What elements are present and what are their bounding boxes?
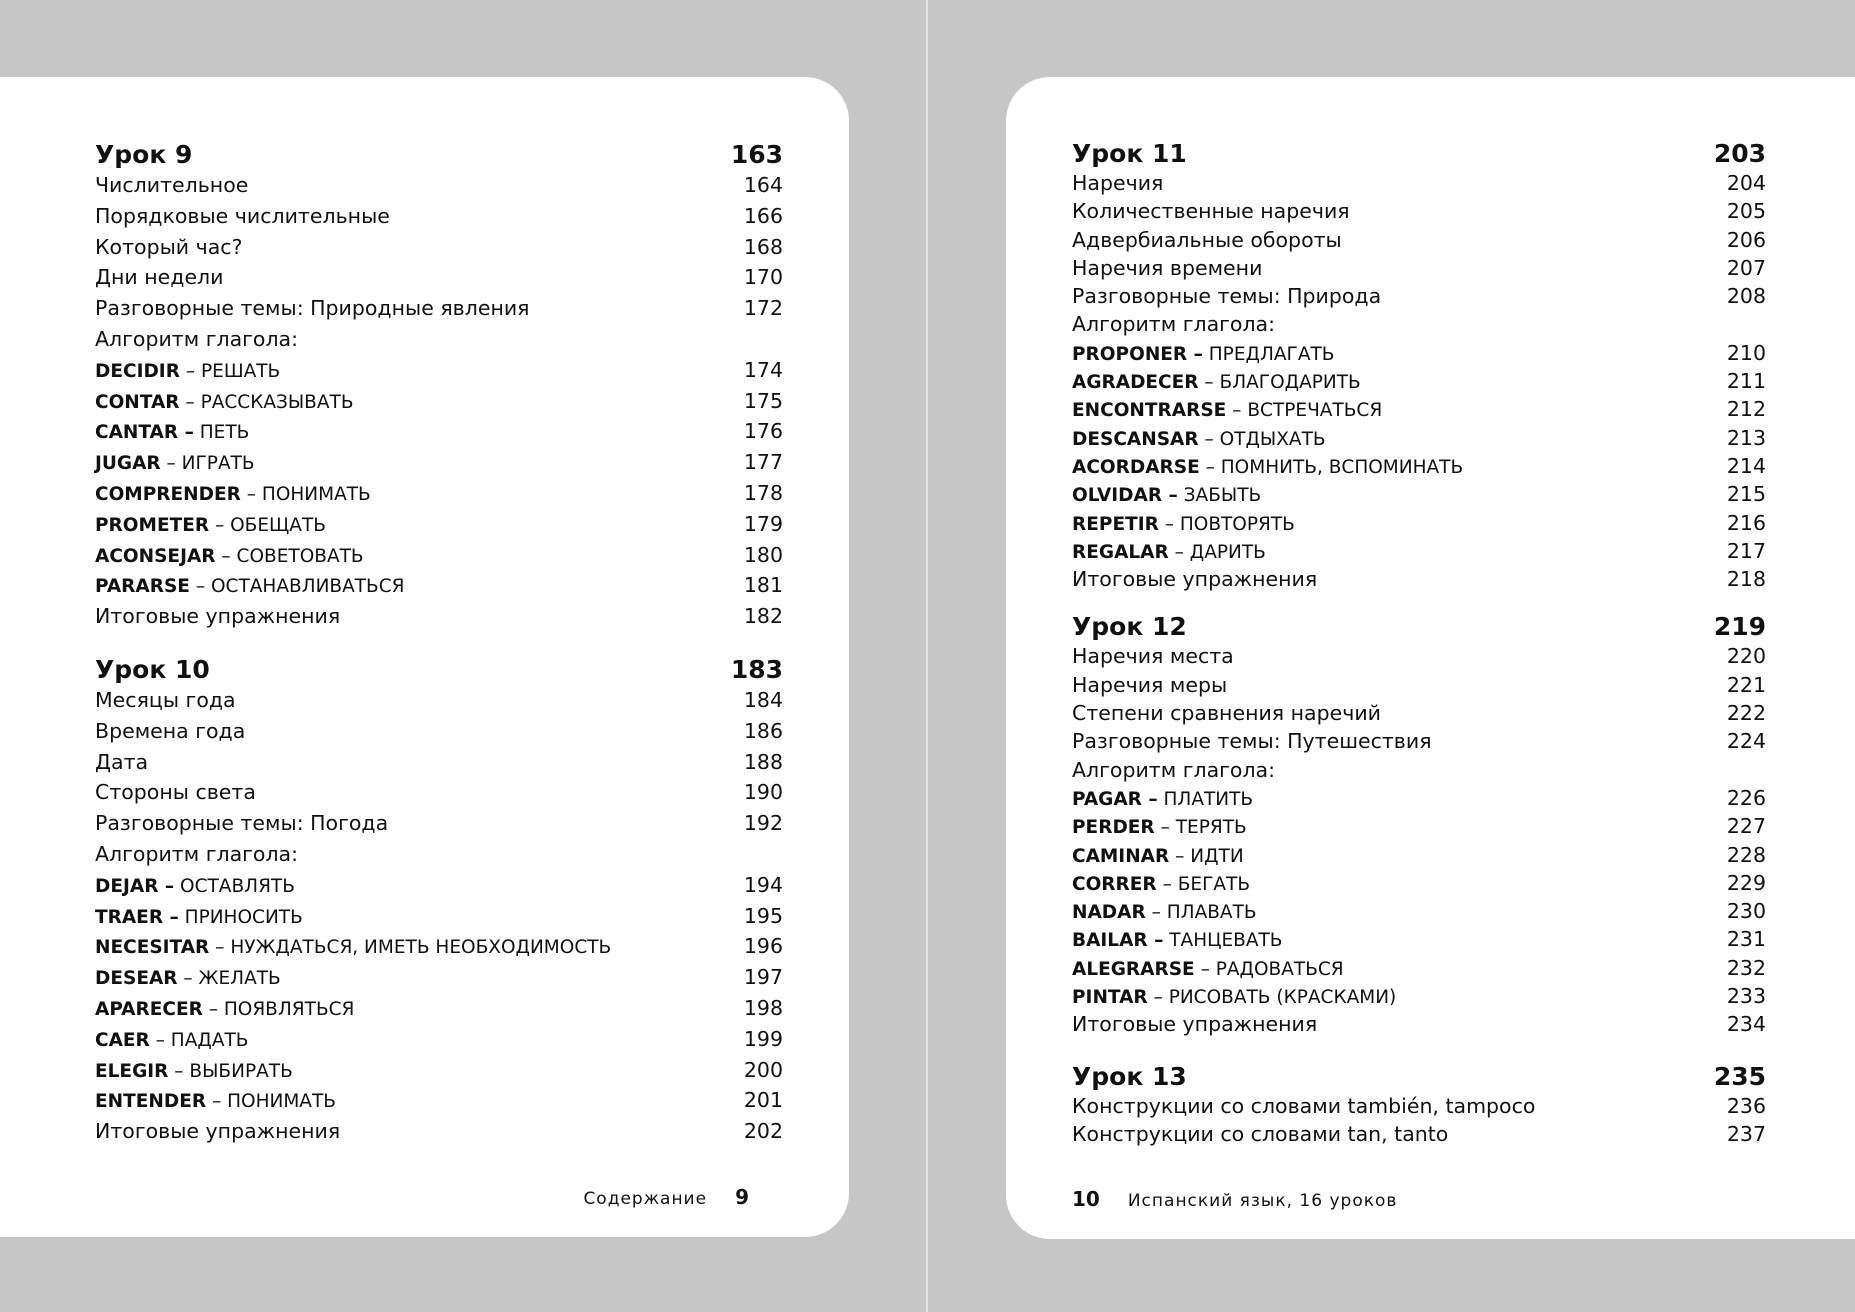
toc-item[interactable] [95, 201, 783, 232]
dash: – [1147, 987, 1169, 1009]
toc-item[interactable] [95, 716, 783, 747]
verb-translation: ОСТАВЛЯТЬ [180, 875, 295, 897]
verb-item[interactable] [95, 931, 783, 962]
page-number: 199 [743, 1026, 783, 1051]
toc-item[interactable] [95, 293, 783, 324]
toc-item[interactable] [95, 262, 783, 293]
verb-spanish: NECESITAR [95, 937, 210, 959]
toc-item[interactable] [95, 170, 783, 201]
verb-item[interactable] [1072, 982, 1766, 1010]
toc-item-final-exercises[interactable] [1072, 1010, 1766, 1038]
page-number: 166 [743, 203, 783, 228]
verb-translation: ПРИНОСИТЬ [184, 906, 303, 928]
left-page [0, 77, 849, 1237]
toc-item-final-exercises[interactable] [1072, 565, 1766, 593]
toc-item-text: Алгоритм глагола: [1072, 312, 1276, 337]
page-number: 202 [743, 1119, 783, 1144]
toc-item[interactable] [1072, 254, 1766, 282]
verb-spanish: CANTAR – [95, 422, 194, 444]
page-number: 182 [743, 604, 783, 629]
toc-item-text: Алгоритм глагола: [95, 326, 299, 351]
toc-item-text: Количественные наречия [1072, 199, 1350, 224]
page-number: 215 [1726, 482, 1766, 507]
right-page [1006, 77, 1855, 1239]
dash: – [1199, 456, 1221, 478]
toc-subheading [1072, 756, 1766, 784]
verb-spanish: PARARSE [95, 576, 190, 598]
verb-translation: ДАРИТЬ [1189, 541, 1266, 563]
verb-translation: ТЕРЯТЬ [1175, 817, 1247, 839]
verb-translation: ПОНИМАТЬ [261, 483, 371, 505]
verb-translation: ОТДЫХАТЬ [1219, 428, 1326, 450]
page-number: 233 [1726, 984, 1766, 1009]
verb-item[interactable] [1072, 339, 1766, 367]
dash: – [149, 1029, 171, 1051]
dash: – [1168, 541, 1190, 563]
verb-item[interactable] [95, 355, 783, 386]
verb-translation: ВСТРЕЧАТЬСЯ [1247, 400, 1383, 422]
verb-translation: ПРЕДЛАГАТЬ [1208, 343, 1335, 365]
verb-item[interactable] [95, 1085, 783, 1116]
toc-item-text: Стороны света [95, 780, 256, 805]
verb-spanish: DESEAR [95, 968, 178, 990]
toc-item-text: Адвербиальные обороты [1072, 227, 1342, 252]
verb-spanish: ACONSEJAR [95, 545, 216, 567]
page-number: 200 [743, 1057, 783, 1082]
page-number: 217 [1726, 538, 1766, 563]
page-number: 174 [743, 357, 783, 382]
toc-item-text: Конструкции со словами tan, tanto [1072, 1121, 1449, 1146]
dash: – [189, 576, 211, 598]
page-number: 195 [743, 903, 783, 928]
toc-item[interactable] [1072, 671, 1766, 699]
toc-subheading [95, 839, 783, 870]
toc-item[interactable] [1072, 226, 1766, 254]
verb-item[interactable] [95, 509, 783, 540]
verb-spanish: CORRER [1072, 873, 1157, 895]
verb-item[interactable] [95, 478, 783, 509]
dash: – [1156, 873, 1178, 895]
lesson-heading[interactable] [1072, 1062, 1766, 1092]
verb-spanish: PROMETER [95, 514, 210, 536]
lesson-title: Урок 11 [1072, 139, 1187, 168]
page-number: 237 [1726, 1121, 1766, 1146]
page-number: 228 [1726, 842, 1766, 867]
page-number: 224 [1726, 729, 1766, 754]
verb-translation: ОБЕЩАТЬ [230, 514, 326, 536]
dash: – [179, 360, 201, 382]
page-number: 234 [1726, 1012, 1766, 1037]
dash: – [1194, 958, 1216, 980]
verb-item[interactable] [1072, 395, 1766, 423]
verb-translation: ИДТИ [1190, 845, 1244, 867]
verb-translation: ПОНИМАТЬ [227, 1091, 336, 1113]
toc-left [95, 139, 783, 1147]
lesson-title: Урок 10 [95, 654, 210, 684]
verb-item[interactable] [1072, 480, 1766, 508]
verb-spanish: COMPRENDER [95, 483, 241, 505]
lesson-title: Урок 9 [95, 140, 193, 169]
verb-translation: ПЛАВАТЬ [1166, 902, 1257, 924]
page-number: 207 [1726, 255, 1766, 280]
page-number: 231 [1726, 927, 1766, 952]
verb-spanish: REGALAR [1072, 541, 1169, 563]
page-footer [583, 1185, 749, 1209]
toc-item-text: Который час? [95, 234, 243, 259]
verb-spanish: APARECER [95, 998, 203, 1020]
verb-translation: НУЖДАТЬСЯ, ИМЕТЬ НЕОБХОДИМОСТЬ [230, 937, 612, 959]
verb-item[interactable] [1072, 452, 1766, 480]
dash: – [1154, 817, 1176, 839]
verb-spanish: ACORDARSE [1072, 456, 1200, 478]
toc-item-text: Наречия меры [1072, 672, 1228, 697]
toc-item-text: Времена года [95, 718, 246, 743]
page-number: 203 [1713, 139, 1766, 168]
dash: – [206, 1091, 228, 1113]
page-number: 236 [1726, 1093, 1766, 1118]
verb-translation: ТАНЦЕВАТЬ [1169, 930, 1283, 952]
verb-spanish: ENCONTRARSE [1072, 400, 1227, 422]
verb-item[interactable] [95, 962, 783, 993]
dash: – [1169, 845, 1191, 867]
verb-item[interactable] [1072, 812, 1766, 840]
verb-spanish: BAILAR – [1072, 930, 1164, 952]
toc-item-text: Алгоритм глагола: [1072, 757, 1276, 782]
page-number: 170 [743, 265, 783, 290]
page-number: 168 [743, 234, 783, 259]
verb-item[interactable] [95, 870, 783, 901]
verb-translation: РИСОВАТЬ (КРАСКАМИ) [1168, 987, 1397, 1009]
toc-item-text: Наречия времени [1072, 255, 1263, 280]
verb-translation: РЕШАТЬ [200, 360, 281, 382]
dash: – [202, 998, 224, 1020]
verb-item[interactable] [95, 540, 783, 571]
page-number: 230 [1726, 899, 1766, 924]
verb-spanish: CAMINAR [1072, 845, 1170, 867]
page-number: 196 [743, 934, 783, 959]
page-number: 206 [1726, 227, 1766, 252]
page-number: 172 [743, 296, 783, 321]
page-number: 219 [1713, 612, 1766, 642]
page-number: 212 [1726, 397, 1766, 422]
verb-spanish: PROPONER – [1072, 343, 1203, 365]
page-number: 179 [743, 511, 783, 536]
toc-item-text: Итоговые упражнения [1072, 1012, 1318, 1037]
page-number: 192 [743, 811, 783, 836]
page-number: 229 [1726, 870, 1766, 895]
folio-number: 9 [735, 1185, 749, 1209]
page-number: 210 [1726, 340, 1766, 365]
page-number: 176 [743, 419, 783, 444]
toc-item-text: Конструкции со словами también, tampoco [1072, 1093, 1536, 1118]
running-title: Содержание [583, 1189, 708, 1209]
lesson-title: Урок 13 [1072, 1061, 1187, 1091]
verb-item[interactable] [1072, 367, 1766, 395]
verb-item[interactable] [1072, 869, 1766, 897]
verb-item[interactable] [95, 447, 783, 478]
page-number: 181 [743, 573, 783, 598]
page-number: 232 [1726, 955, 1766, 980]
verb-spanish: TRAER – [95, 906, 179, 928]
toc-item[interactable] [1072, 169, 1766, 197]
verb-item[interactable] [95, 993, 783, 1024]
verb-item[interactable] [1072, 954, 1766, 982]
toc-item-text: Алгоритм глагола: [95, 841, 299, 866]
toc-item-text: Разговорные темы: Природа [1072, 284, 1382, 309]
page-number: 180 [743, 542, 783, 567]
toc-item[interactable] [1072, 282, 1766, 310]
page-number: 205 [1726, 199, 1766, 224]
page-number: 221 [1726, 672, 1766, 697]
lesson-heading[interactable] [95, 139, 783, 170]
dash: – [1198, 372, 1220, 394]
page-number: 190 [743, 780, 783, 805]
verb-translation: ЗАБЫТЬ [1183, 485, 1262, 507]
page-number: 226 [1726, 785, 1766, 810]
verb-item[interactable] [95, 386, 783, 417]
page-number: 186 [743, 718, 783, 743]
page-number: 218 [1726, 567, 1766, 592]
verb-translation: БЛАГОДАРИТЬ [1219, 372, 1361, 394]
verb-spanish: DEJAR – [95, 875, 175, 897]
page-number: 227 [1726, 814, 1766, 839]
dash: – [209, 937, 231, 959]
toc-item-final-exercises[interactable] [95, 601, 783, 632]
verb-spanish: REPETIR [1072, 513, 1159, 535]
running-title: Испанский язык, 16 уроков [1127, 1191, 1398, 1211]
page-number: 201 [743, 1088, 783, 1113]
verb-item[interactable] [95, 1024, 783, 1055]
page-number: 211 [1726, 369, 1766, 394]
toc-item[interactable] [95, 747, 783, 778]
lesson-heading[interactable] [1072, 612, 1766, 642]
folio-number: 10 [1072, 1187, 1100, 1211]
toc-item-text: Порядковые числительные [95, 203, 390, 228]
toc-item[interactable] [1072, 642, 1766, 670]
toc-right [1072, 139, 1766, 1148]
lesson-heading[interactable] [1072, 139, 1766, 169]
verb-translation: СОВЕТОВАТЬ [236, 545, 364, 567]
toc-item-text: Итоговые упражнения [95, 604, 341, 629]
dash: – [215, 545, 237, 567]
book-spine [926, 0, 928, 1312]
toc-item[interactable] [1072, 197, 1766, 225]
verb-item[interactable] [1072, 424, 1766, 452]
page-number: 208 [1726, 284, 1766, 309]
verb-spanish: ALEGRARSE [1072, 958, 1195, 980]
verb-spanish: DESCANSAR [1072, 428, 1199, 450]
toc-item-text: Наречия [1072, 171, 1164, 195]
verb-spanish: PINTAR [1072, 987, 1148, 1009]
toc-item[interactable] [1072, 699, 1766, 727]
dash: – [160, 453, 182, 475]
verb-item[interactable] [95, 416, 783, 447]
verb-spanish: PERDER [1072, 817, 1155, 839]
verb-item[interactable] [95, 901, 783, 932]
verb-translation: БЕГАТЬ [1177, 873, 1251, 895]
page-footer [1072, 1187, 1397, 1211]
page-number: 222 [1726, 701, 1766, 726]
toc-item-text: Наречия места [1072, 644, 1234, 669]
verb-translation: ЖЕЛАТЬ [198, 968, 281, 990]
page-number: 183 [730, 654, 783, 684]
dash: – [240, 483, 262, 505]
toc-item[interactable] [1072, 1120, 1766, 1148]
page-number: 214 [1726, 453, 1766, 478]
dash: – [1226, 400, 1248, 422]
verb-translation: ПОЯВЛЯТЬСЯ [223, 998, 355, 1020]
verb-spanish: DECIDIR [95, 360, 180, 382]
verb-spanish: OLVIDAR – [1072, 485, 1178, 507]
page-number: 216 [1726, 510, 1766, 535]
toc-item-text: Итоговые упражнения [1072, 567, 1318, 592]
verb-item[interactable] [95, 1055, 783, 1086]
page-number: 220 [1726, 644, 1766, 669]
toc-item-text: Разговорные темы: Природные явления [95, 296, 530, 321]
page-number: 188 [743, 749, 783, 774]
verb-item[interactable] [1072, 509, 1766, 537]
verb-spanish: JUGAR [95, 453, 161, 475]
verb-translation: ПАДАТЬ [170, 1029, 249, 1051]
dash: – [179, 391, 201, 413]
page-number: 175 [743, 388, 783, 413]
verb-spanish: CAER [95, 1029, 150, 1051]
toc-item-text: Степени сравнения наречий [1072, 701, 1381, 726]
verb-spanish: CONTAR [95, 391, 180, 413]
lesson-heading[interactable] [95, 654, 783, 685]
lesson-title: Урок 12 [1072, 612, 1187, 642]
page-number: 204 [1726, 171, 1766, 195]
verb-translation: ВЫБИРАТЬ [189, 1060, 293, 1082]
page-number: 213 [1726, 425, 1766, 450]
verb-spanish: NADAR [1072, 902, 1146, 924]
page-number: 164 [743, 173, 783, 197]
verb-item[interactable] [95, 570, 783, 601]
verb-item[interactable] [1072, 537, 1766, 565]
toc-item[interactable] [95, 808, 783, 839]
page-number: 194 [743, 872, 783, 897]
page-number: 178 [743, 480, 783, 505]
toc-item-text: Числительное [95, 173, 249, 197]
page-number: 197 [743, 965, 783, 990]
dash: – [1145, 902, 1167, 924]
verb-spanish: PAGAR – [1072, 788, 1158, 810]
toc-item[interactable] [1072, 727, 1766, 755]
verb-translation: РАССКАЗЫВАТЬ [200, 391, 354, 413]
verb-translation: ПЕТЬ [199, 422, 250, 444]
verb-translation: ОСТАНАВЛИВАТЬСЯ [210, 576, 405, 598]
verb-spanish: ENTENDER [95, 1091, 207, 1113]
page-number: 184 [743, 687, 783, 712]
verb-translation: ПОМНИТЬ, ВСПОМИНАТЬ [1220, 456, 1464, 478]
toc-item-text: Разговорные темы: Путешествия [1072, 729, 1432, 754]
verb-item[interactable] [1072, 925, 1766, 953]
toc-subheading [95, 324, 783, 355]
verb-translation: ПЛАТИТЬ [1163, 788, 1254, 810]
verb-translation: ИГРАТЬ [181, 453, 255, 475]
toc-item[interactable] [95, 777, 783, 808]
dash: – [177, 968, 199, 990]
verb-spanish: AGRADECER [1072, 372, 1199, 394]
page-number: 235 [1713, 1061, 1766, 1091]
verb-spanish: ELEGIR [95, 1060, 169, 1082]
dash: – [1198, 428, 1220, 450]
toc-item[interactable] [95, 232, 783, 263]
page-number: 198 [743, 995, 783, 1020]
toc-item-text: Итоговые упражнения [95, 1119, 341, 1144]
page-number: 177 [743, 450, 783, 475]
toc-item-text: Месяцы года [95, 687, 236, 712]
dash: – [209, 514, 231, 536]
toc-subheading [1072, 310, 1766, 338]
verb-translation: ПОВТОРЯТЬ [1179, 513, 1295, 535]
verb-item[interactable] [1072, 841, 1766, 869]
toc-item-final-exercises[interactable] [95, 1116, 783, 1147]
toc-item-text: Дни недели [95, 265, 224, 290]
dash: – [168, 1060, 190, 1082]
verb-item[interactable] [1072, 784, 1766, 812]
toc-item-text: Разговорные темы: Погода [95, 811, 389, 836]
verb-item[interactable] [1072, 897, 1766, 925]
dash: – [1158, 513, 1180, 535]
toc-item[interactable] [1072, 1092, 1766, 1120]
toc-item-text: Дата [95, 749, 149, 774]
verb-translation: РАДОВАТЬСЯ [1215, 958, 1344, 980]
page-number: 163 [730, 140, 783, 169]
toc-item[interactable] [95, 685, 783, 716]
